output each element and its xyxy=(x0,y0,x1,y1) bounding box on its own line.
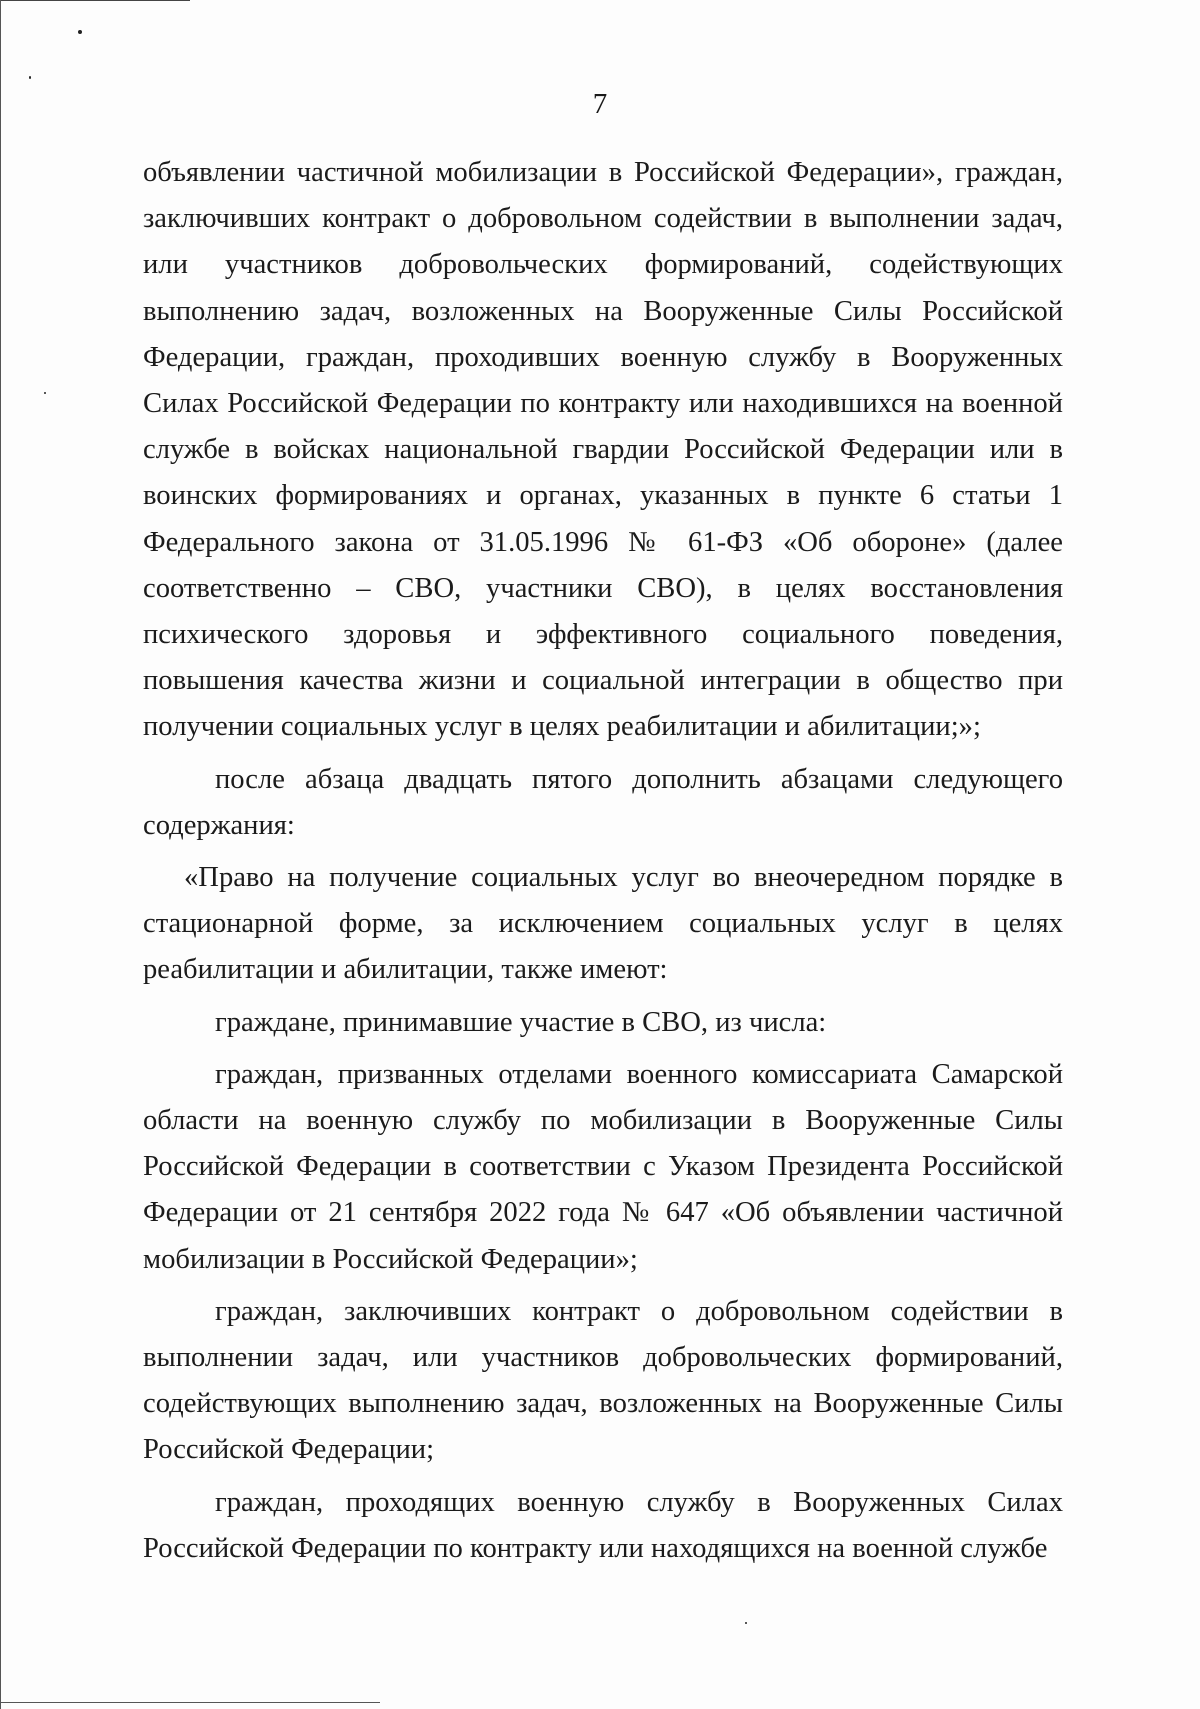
body-text xyxy=(143,150,1063,1572)
paragraph: после абзаца двадцать пятого дополнить абзацами следующего содержания: xyxy=(143,763,1063,841)
paragraph: граждан, заключивших контракт о добровольном содействии в выполнении задач, или участников добровольческих формирований, содействующих выполнению задач, возложенных на Вооруженные Силы Российской Федерации; xyxy=(143,1295,1063,1466)
paragraph: «Право на получение социальных услуг во внеочередном порядке в стационарной форме, за исключением социальных услуг в целях реабилитации и абилитации, также имеют: xyxy=(143,862,1063,986)
paragraph: объявлении частичной мобилизации в Российской Федерации», граждан, заключивших контракт о добровольном содействии в выполнении задач, или участников добровольческих формирований, содействующих выполнению задач, возложенных на Вооруженные Силы Российской Федерации, граждан, проходивших военную службу в Вооруженных Силах Российской Федерации по контракту или находившихся на военной службе в войсках национальной гвардии Российской Федерации или в воинских формированиях и органах, указанных в пункте 6 статьи 1 Федерального закона от 31.05.1996 № 61-ФЗ «Об обороне» (далее соответственно – СВО, участники СВО), в целях восстановления психического здоровья и эффективного социального поведения, повышения качества жизни и социальной интеграции в общество при получении социальных услуг в целях реабилитации и абилитации;»; xyxy=(143,157,1063,743)
scan-left-edge xyxy=(0,0,1,1709)
page-number: 7 xyxy=(592,88,608,120)
scan-speck xyxy=(44,392,46,394)
scan-speck xyxy=(745,1622,747,1624)
scan-top-edge xyxy=(0,0,190,1)
paragraph: граждан, проходящих военную службу в Вооруженных Силах Российской Федерации по контракту или находящихся на военной службе xyxy=(143,1486,1063,1564)
scan-bottom-edge xyxy=(0,1702,380,1703)
paragraph: граждане, принимавшие участие в СВО, из числа: xyxy=(215,1006,827,1038)
scan-speck xyxy=(78,30,82,34)
scan-speck xyxy=(29,76,31,79)
paragraph: граждан, призванных отделами военного комиссариата Самарской области на военную службу по мобилизации в Вооруженные Силы Российской Федерации в соответствии с Указом Президента Российской Федерации от 21 сентября 2022 года № 647 «Об объявлении частичной мобилизации в Российской Федерации»; xyxy=(143,1058,1063,1275)
